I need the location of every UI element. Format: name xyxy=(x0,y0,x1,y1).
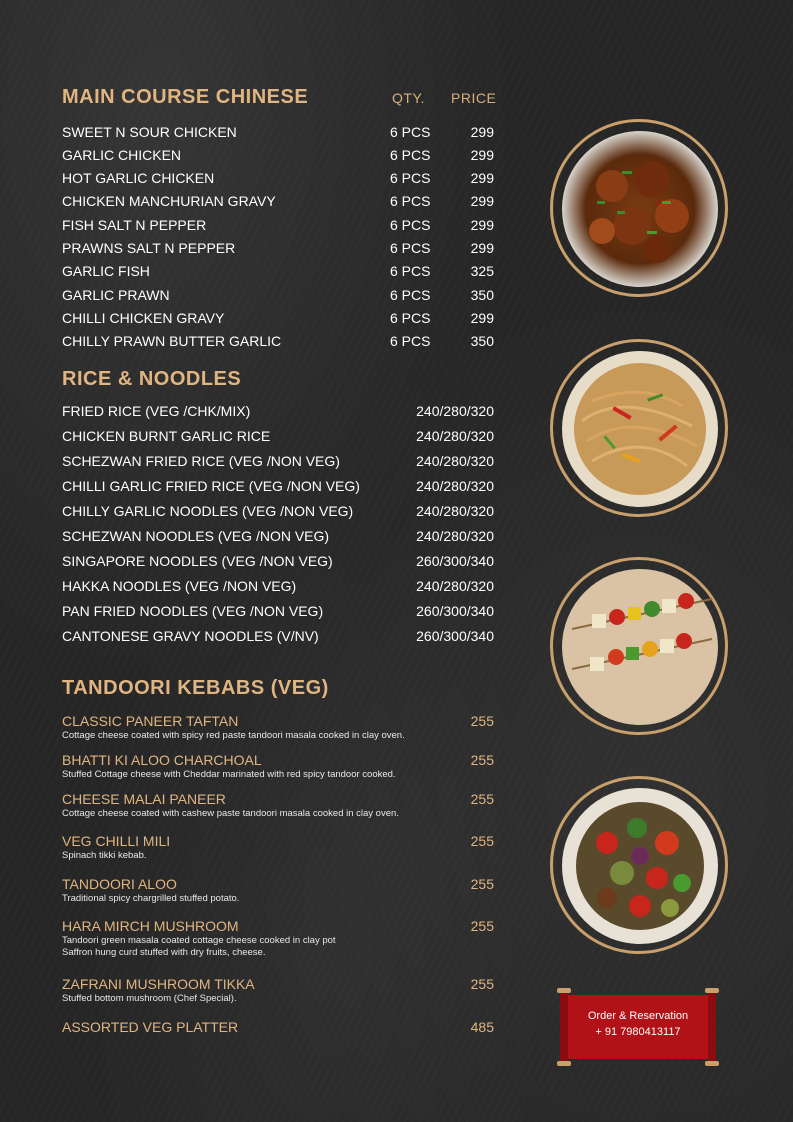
item-name: CHILLI GARLIC FRIED RICE (VEG /NON VEG) xyxy=(62,478,360,494)
item-price: 350 xyxy=(470,333,494,349)
item-name: GARLIC CHICKEN xyxy=(62,147,182,163)
item-price: 255 xyxy=(470,876,494,892)
menu-item xyxy=(62,124,494,144)
item-description: Tandoori green masala coated cottage cheese cooked in clay pot xyxy=(62,935,336,946)
item-price: 260/300/340 xyxy=(416,603,494,619)
item-name: PAN FRIED NOODLES (VEG /NON VEG) xyxy=(62,603,324,619)
item-qty: 6 PCS xyxy=(390,124,431,140)
item-price: 299 xyxy=(470,170,494,186)
item-price: 240/280/320 xyxy=(416,428,494,444)
noodles-dish-icon xyxy=(562,351,718,507)
item-price: 240/280/320 xyxy=(416,478,494,494)
menu-item xyxy=(62,240,494,260)
item-description-line2: Saffron hung curd stuffed with dry fruits, cheese. xyxy=(62,947,266,958)
item-name: SWEET N SOUR CHICKEN xyxy=(62,124,237,140)
item-name: SCHEZWAN FRIED RICE (VEG /NON VEG) xyxy=(62,453,340,469)
chicken-dish-image xyxy=(554,123,726,295)
item-name: HAKKA NOODLES (VEG /NON VEG) xyxy=(62,578,297,594)
item-price: 240/280/320 xyxy=(416,528,494,544)
phone-number[interactable]: + 91 7980413117 xyxy=(595,1026,681,1038)
menu-item xyxy=(62,287,494,307)
item-name: FISH SALT N PEPPER xyxy=(62,217,207,233)
menu-item xyxy=(62,628,494,648)
item-name: PRAWNS SALT N PEPPER xyxy=(62,240,236,256)
menu-item xyxy=(62,503,494,523)
item-name: CHICKEN BURNT GARLIC RICE xyxy=(62,428,271,444)
item-name: SCHEZWAN NOODLES (VEG /NON VEG) xyxy=(62,528,330,544)
item-price: 240/280/320 xyxy=(416,403,494,419)
menu-item xyxy=(62,553,494,573)
menu-item xyxy=(62,263,494,283)
kebab-dish-icon xyxy=(562,569,718,725)
menu-item xyxy=(62,217,494,237)
item-price: 240/280/320 xyxy=(416,578,494,594)
item-description: Cottage cheese coated with cashew paste tandoori masala cooked in clay oven. xyxy=(62,808,399,819)
item-price: 299 xyxy=(470,124,494,140)
menu-item xyxy=(62,170,494,190)
item-name: ZAFRANI MUSHROOM TIKKA xyxy=(62,976,255,992)
item-qty: 6 PCS xyxy=(390,310,431,326)
menu-item xyxy=(62,453,494,473)
item-price: 255 xyxy=(470,976,494,992)
item-price: 255 xyxy=(470,833,494,849)
item-price: 240/280/320 xyxy=(416,503,494,519)
item-description: Traditional spicy chargrilled stuffed potato. xyxy=(62,893,240,904)
menu-item xyxy=(62,333,494,353)
item-qty: 6 PCS xyxy=(390,170,431,186)
item-name: GARLIC PRAWN xyxy=(62,287,170,303)
item-name: TANDOORI ALOO xyxy=(62,876,177,892)
item-qty: 6 PCS xyxy=(390,263,431,279)
price-header: PRICE xyxy=(451,90,497,106)
item-qty: 6 PCS xyxy=(390,147,431,163)
item-price: 485 xyxy=(470,1019,494,1035)
item-name: HARA MIRCH MUSHROOM xyxy=(62,918,239,934)
item-price: 255 xyxy=(470,713,494,729)
item-price: 255 xyxy=(470,918,494,934)
chicken-dish-icon xyxy=(562,131,718,287)
item-name: FRIED RICE (VEG /CHK/MIX) xyxy=(62,403,251,419)
item-qty: 6 PCS xyxy=(390,217,431,233)
grilled-veg-icon xyxy=(562,788,718,944)
item-price: 299 xyxy=(470,217,494,233)
item-price: 299 xyxy=(470,240,494,256)
item-price: 299 xyxy=(470,193,494,209)
item-name: CANTONESE GRAVY NOODLES (V/NV) xyxy=(62,628,319,644)
item-name: CHICKEN MANCHURIAN GRAVY xyxy=(62,193,276,209)
main-course-title: MAIN COURSE CHINESE xyxy=(62,86,309,108)
item-description: Stuffed bottom mushroom (Chef Special). xyxy=(62,993,237,1004)
item-name: VEG CHILLI MILI xyxy=(62,833,171,849)
menu-item xyxy=(62,478,494,498)
order-reservation-banner[interactable] xyxy=(557,987,719,1067)
item-name: GARLIC FISH xyxy=(62,263,150,279)
menu-item xyxy=(62,578,494,598)
item-name: CHILLY PRAWN BUTTER GARLIC xyxy=(62,333,282,349)
item-price: 299 xyxy=(470,310,494,326)
item-qty: 6 PCS xyxy=(390,240,431,256)
order-label: Order & Reservation xyxy=(587,1010,689,1022)
qty-header: QTY. xyxy=(392,90,425,106)
item-price: 260/300/340 xyxy=(416,628,494,644)
item-name: CHILLI CHICKEN GRAVY xyxy=(62,310,225,326)
noodles-dish-image xyxy=(554,343,726,515)
rice-noodles-title: RICE & NOODLES xyxy=(62,368,242,390)
item-description: Spinach tikki kebab. xyxy=(62,850,147,861)
item-name: CHEESE MALAI PANEER xyxy=(62,791,226,807)
item-price: 325 xyxy=(470,263,494,279)
item-price: 350 xyxy=(470,287,494,303)
item-qty: 6 PCS xyxy=(390,193,431,209)
menu-item xyxy=(62,428,494,448)
item-name: SINGAPORE NOODLES (VEG /NON VEG) xyxy=(62,553,333,569)
menu-item xyxy=(62,147,494,167)
item-qty: 6 PCS xyxy=(390,287,431,303)
item-name: CHILLY GARLIC NOODLES (VEG /NON VEG) xyxy=(62,503,354,519)
item-price: 260/300/340 xyxy=(416,553,494,569)
item-name: HOT GARLIC CHICKEN xyxy=(62,170,215,186)
item-description: Stuffed Cottage cheese with Cheddar marinated with red spicy tandoor cooked. xyxy=(62,769,396,780)
kebab-dish-image xyxy=(554,561,726,733)
item-price: 299 xyxy=(470,147,494,163)
item-name: ASSORTED VEG PLATTER xyxy=(62,1019,239,1035)
grilled-veg-dish-image xyxy=(554,780,726,952)
item-price: 255 xyxy=(470,752,494,768)
menu-item xyxy=(62,528,494,548)
menu-item xyxy=(62,603,494,623)
menu-item xyxy=(62,193,494,213)
item-name: CLASSIC PANEER TAFTAN xyxy=(62,713,239,729)
item-qty: 6 PCS xyxy=(390,333,431,349)
item-name: BHATTI KI ALOO CHARCHOAL xyxy=(62,752,262,768)
menu-item xyxy=(62,310,494,330)
item-description: Cottage cheese coated with spicy red paste tandoori masala cooked in clay oven. xyxy=(62,730,405,741)
tandoori-title: TANDOORI KEBABS (VEG) xyxy=(62,677,329,699)
item-price: 240/280/320 xyxy=(416,453,494,469)
menu-item xyxy=(62,403,494,423)
item-price: 255 xyxy=(470,791,494,807)
